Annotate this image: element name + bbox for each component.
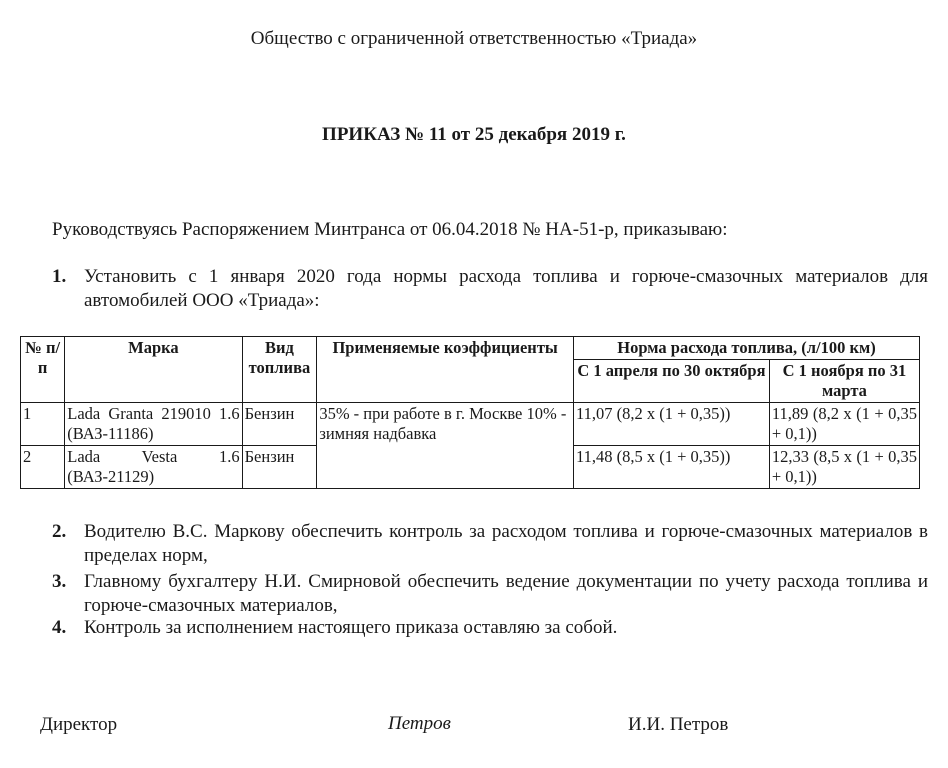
cell-mark: Lada Vesta 1.6 (ВАЗ-21129) — [65, 446, 242, 489]
item-text: Главному бухгалтеру Н.И. Смирновой обеспечить ведение документации по учету расхода топлива и горюче-смазочных материалов, — [84, 571, 928, 616]
item-number: 3. — [52, 571, 67, 592]
item-text: Водителю В.С. Маркову обеспечить контроль за расходом топлива и горюче-смазочных материалов в пределах норм, — [84, 521, 928, 566]
list-item — [52, 616, 928, 640]
list-item — [52, 520, 928, 568]
item-number: 4. — [52, 617, 67, 638]
cell-coefficients: 35% - при работе в г. Москве 10% - зимняя надбавка — [317, 403, 574, 489]
organization-name: Общество с ограниченной ответственностью «Триада» — [250, 28, 698, 49]
cell-fuel: Бензин — [242, 403, 317, 446]
cell-norm-summer: 11,48 (8,5 х (1 + 0,35)) — [573, 446, 769, 489]
header-num: № п/п — [21, 337, 65, 403]
intro-text: Руководствуясь Распоряжением Минтранса от 06.04.2018 № НА-51-р, приказываю: — [52, 219, 728, 240]
header-period-winter: С 1 ноября по 31 марта — [769, 360, 919, 403]
item-number: 2. — [52, 521, 67, 542]
item-number: 1. — [52, 266, 67, 287]
signatory-role: Директор — [40, 714, 118, 735]
fuel-norms-table — [20, 336, 920, 489]
cell-norm-winter: 11,89 (8,2 х (1 + 0,35 + 0,1)) — [769, 403, 919, 446]
cell-num: 2 — [21, 446, 65, 489]
list-item — [52, 570, 928, 618]
header-mark: Марка — [65, 337, 242, 403]
header-fuel: Вид топлива — [242, 337, 317, 403]
cell-mark: Lada Granta 219010 1.6 (ВАЗ-11186) — [65, 403, 242, 446]
signatory-name: И.И. Петров — [628, 714, 729, 735]
header-coefficients: Применяемые коэффициенты — [317, 337, 574, 403]
table-row — [21, 403, 920, 446]
item-text: Установить с 1 января 2020 года нормы расхода топлива и горюче-смазочных материалов для автомобилей ООО «Триада»: — [84, 266, 928, 311]
header-period-summer: С 1 апреля по 30 октября — [573, 360, 769, 403]
cell-norm-winter: 12,33 (8,5 х (1 + 0,35 + 0,1)) — [769, 446, 919, 489]
cell-fuel: Бензин — [242, 446, 317, 489]
item-text: Контроль за исполнением настоящего приказа оставляю за собой. — [84, 617, 618, 638]
cell-norm-summer: 11,07 (8,2 х (1 + 0,35)) — [573, 403, 769, 446]
table-header-row — [21, 337, 920, 360]
header-norm: Норма расхода топлива, (л/100 км) — [573, 337, 919, 360]
handwritten-signature: Петров — [388, 713, 451, 734]
list-item — [52, 265, 928, 313]
cell-num: 1 — [21, 403, 65, 446]
order-title: ПРИКАЗ № 11 от 25 декабря 2019 г. — [322, 124, 626, 145]
